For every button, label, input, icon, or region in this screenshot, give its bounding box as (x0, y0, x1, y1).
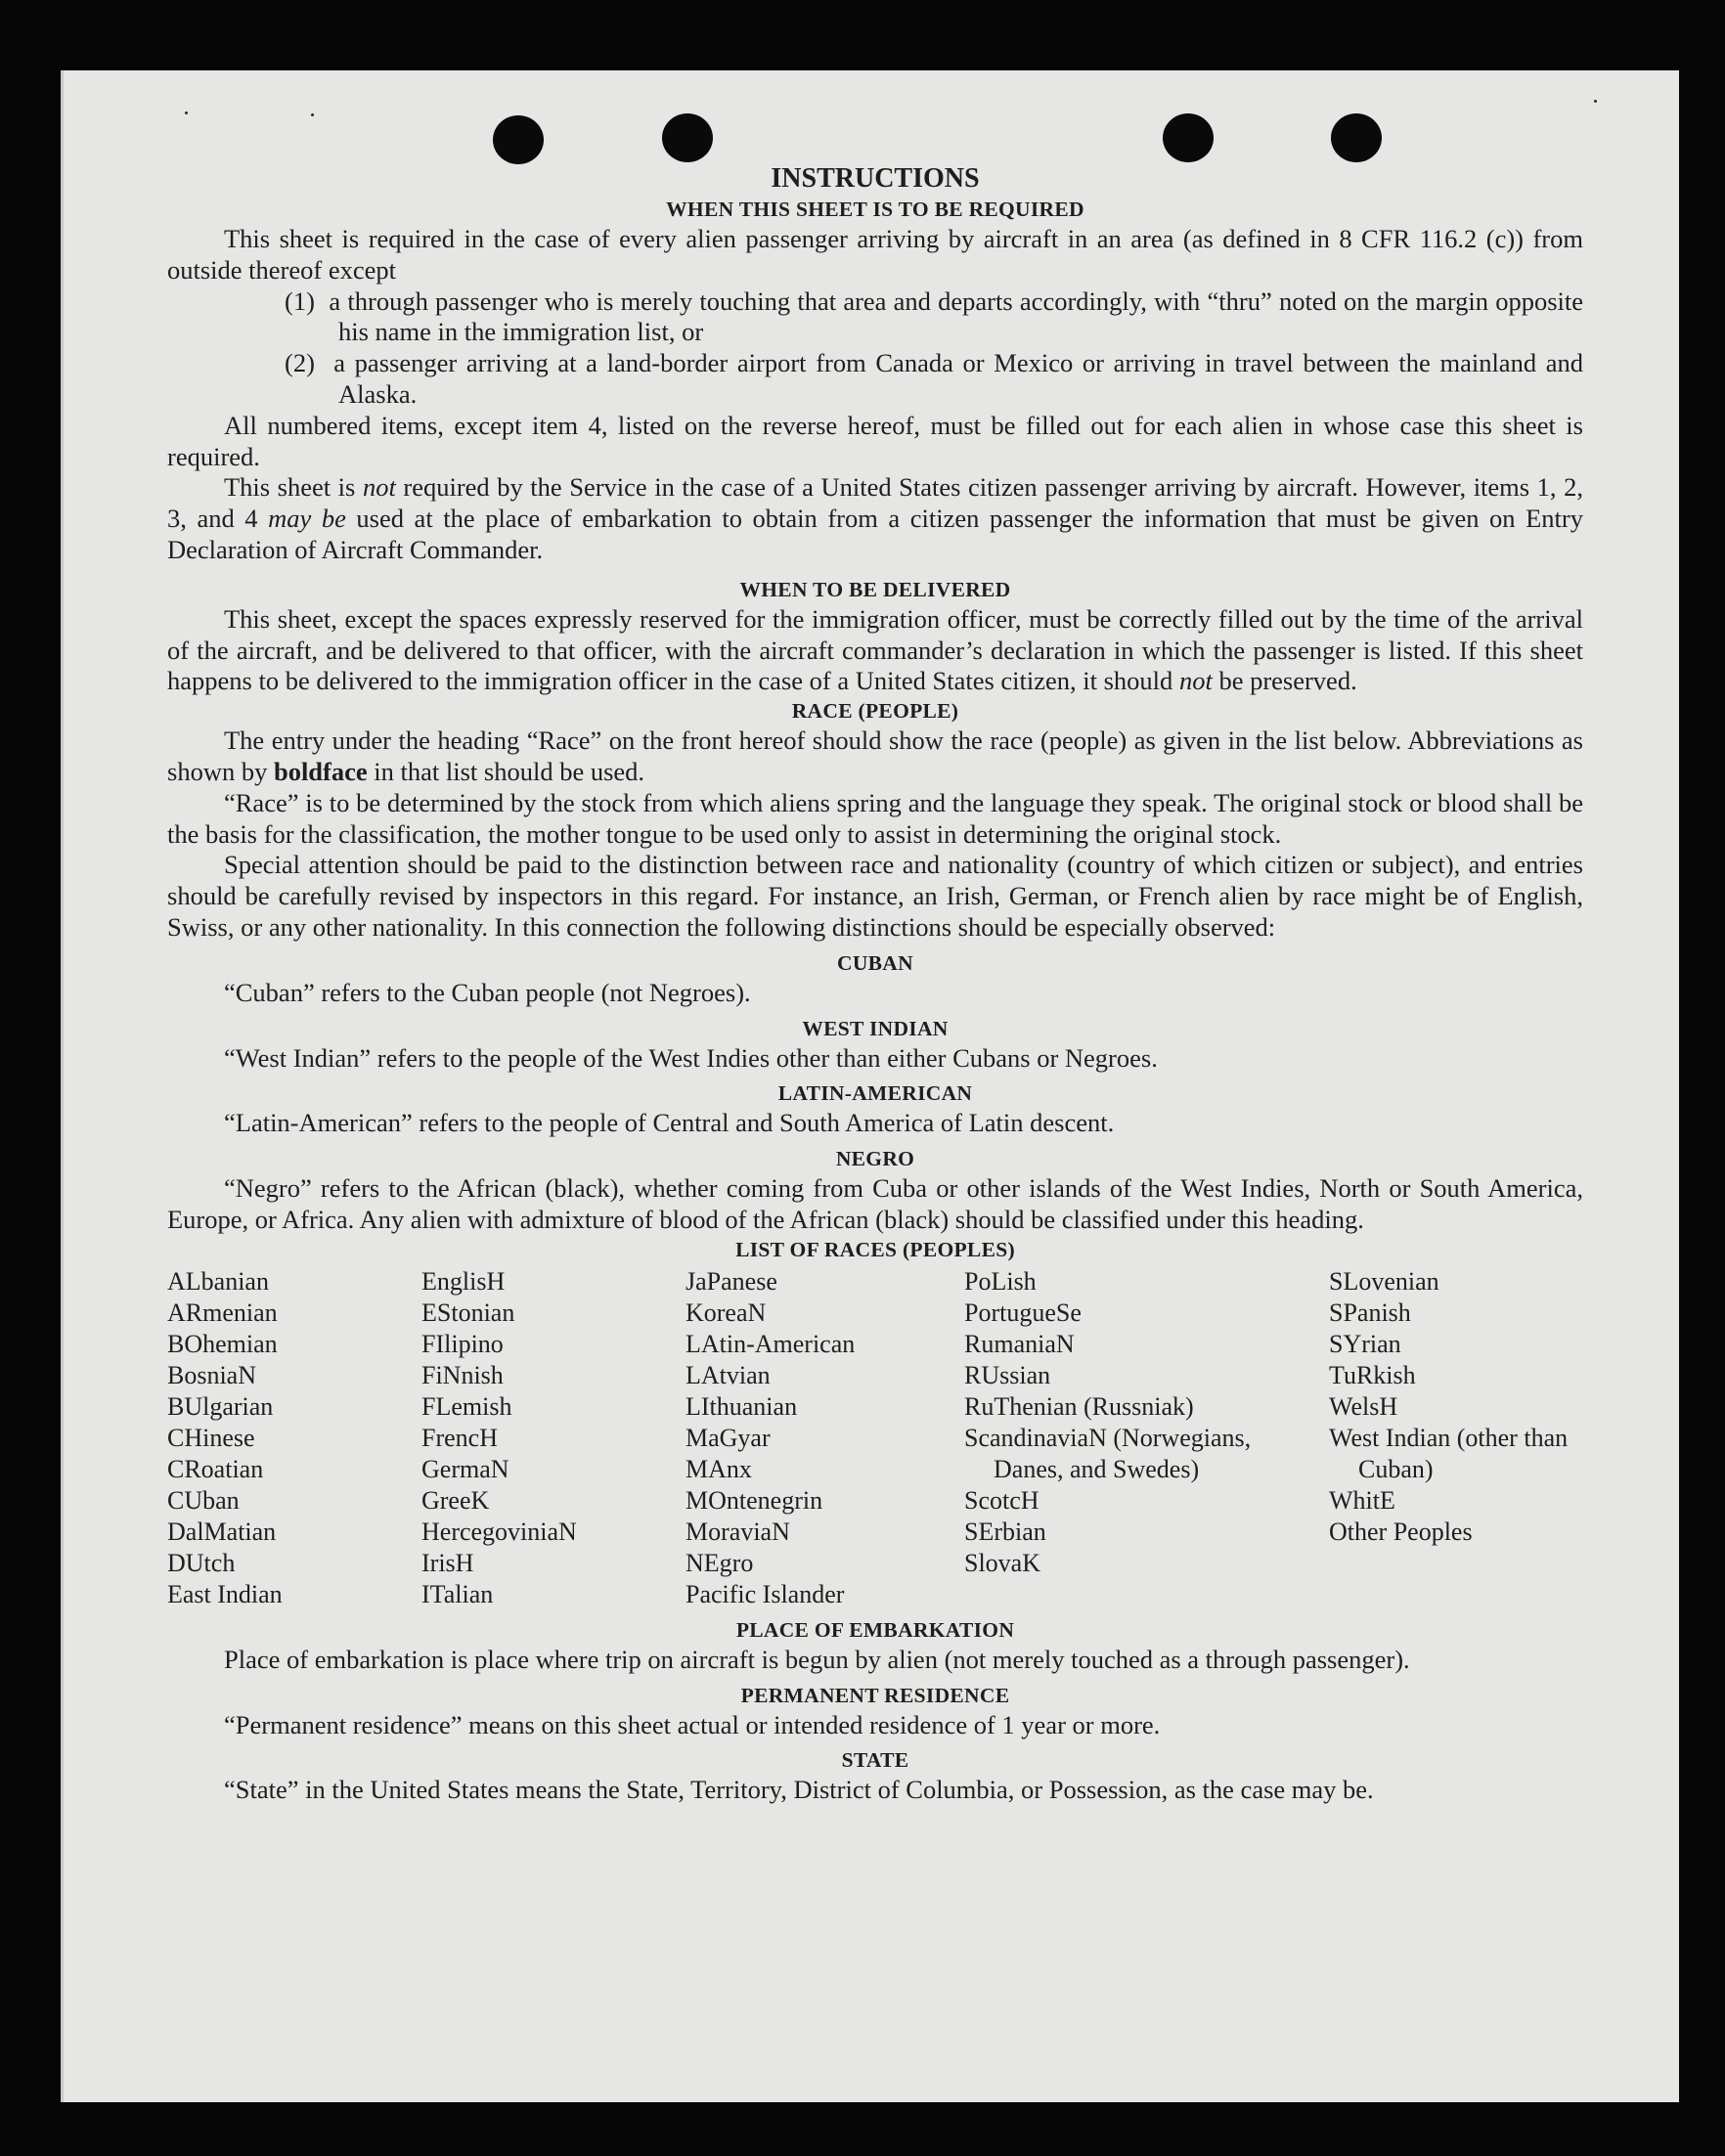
race-entry: TuRkish (1329, 1360, 1416, 1389)
negro-definition: “Negro” refers to the African (black), whether coming from Cuba or other islands of the West Indies, North or South America, Europe, or Africa. Any alien with admixture of blood of the African (black) should be classified under this heading. (167, 1173, 1583, 1234)
race-entry: EnglisH (421, 1266, 506, 1296)
race-entry: CHinese (167, 1423, 255, 1452)
race-entry: MoraviaN (686, 1517, 790, 1546)
section-heading-residence: PERMANENT RESIDENCE (740, 1683, 1010, 1707)
race-entry: DUtch (167, 1548, 236, 1577)
race-entry: RuThenian (Russniak) (964, 1391, 1194, 1421)
citizen-paragraph: This sheet is not required by the Service in the case of a United States citizen passenger arriving by aircraft. However, items 1, 2, 3, and 4 may be used at the place of embarkation to obtain from a citizen passenger the information that must be given on Entry Declaration of Aircraft Commander. (167, 472, 1583, 564)
race-entry: LIthuanian (686, 1391, 798, 1421)
race-column (686, 1266, 964, 1610)
race-entry: HercegoviniaN (421, 1517, 577, 1546)
race-paragraph-1: The entry under the heading “Race” on the front hereof should show the race (people) as given in the list below. Abbreviations as shown by boldface in that list should be used. (167, 726, 1583, 786)
race-entry: SlovaK (964, 1548, 1040, 1577)
west-indian-definition: “West Indian” refers to the people of the West Indies other than either Cubans or Negroes. (224, 1042, 1158, 1073)
race-entry: ITalian (421, 1579, 494, 1608)
race-entry: FLemish (421, 1391, 512, 1421)
speck (311, 113, 314, 116)
race-entry: NEgro (686, 1548, 754, 1577)
punch-hole (493, 115, 544, 164)
race-entry: LAtvian (686, 1360, 771, 1389)
section-heading-when-delivered: WHEN TO BE DELIVERED (739, 577, 1011, 601)
race-entry: SLovenian (1329, 1266, 1439, 1296)
race-entry: SPanish (1329, 1298, 1411, 1327)
section-heading-west-indian: WEST INDIAN (802, 1016, 949, 1040)
race-entry: GreeK (421, 1485, 490, 1515)
race-entry: IrisH (421, 1548, 474, 1577)
section-heading-list-of-races: LIST OF RACES (PEOPLES) (735, 1237, 1015, 1261)
race-entry: JaPanese (686, 1266, 777, 1296)
race-entry: FrencH (421, 1423, 498, 1452)
race-list (167, 1266, 1583, 1610)
race-entry: MAnx (686, 1454, 752, 1483)
race-entry: ScandinaviaN (Norwegians, Danes, and Swedes) (964, 1423, 1252, 1483)
section-heading-negro: NEGRO (835, 1147, 915, 1171)
section-heading-latin-american: LATIN-AMERICAN (777, 1081, 973, 1106)
race-entry: MOntenegrin (686, 1485, 823, 1515)
race-column (421, 1266, 686, 1610)
race-entry: FiNnish (421, 1360, 504, 1389)
race-paragraph-2: “Race” is to be determined by the stock from which aliens spring and the language they speak. The original stock or blood shall be the basis for the classification, the mother tongue to be used only to assist in determining the original stock. (167, 787, 1583, 849)
state-definition: “State” in the United States means the State, Territory, District of Columbia, or Possession, as the case may be. (224, 1775, 1374, 1805)
numbered-items-paragraph: All numbered items, except item 4, listed on the reverse hereof, must be filled out for each alien in whose case this sheet is required. (167, 410, 1583, 471)
race-entry: WelsH (1329, 1391, 1398, 1421)
race-entry: CRoatian (167, 1454, 264, 1483)
race-entry: ARmenian (167, 1298, 278, 1327)
race-entry: CUban (167, 1485, 240, 1515)
section-heading-state: STATE (841, 1748, 909, 1773)
race-entry: RUssian (964, 1360, 1051, 1389)
race-entry: EStonian (421, 1298, 515, 1327)
delivery-paragraph: This sheet, except the spaces expressly reserved for the immigration officer, must be correctly filled out by the time of the arrival of the aircraft, and be delivered to that officer, with the aircraft commander’s declaration in which the passenger is listed. If this sheet happens to be delivered to the immigration officer in the case of a United States citizen, it should not be preserved. (167, 603, 1583, 696)
race-entry: KoreaN (686, 1298, 767, 1327)
residence-definition: “Permanent residence” means on this sheet actual or intended residence of 1 year or more. (224, 1709, 1161, 1739)
exception-item-1: (1) a through passenger who is merely touching that area and departs accordingly, with “thru” noted on the margin opposite his name in the immigration list, or (285, 286, 1584, 347)
punch-hole (662, 113, 713, 162)
race-entry: FIlipino (421, 1329, 504, 1358)
section-heading-cuban: CUBAN (837, 950, 913, 975)
latin-american-definition: “Latin-American” refers to the people of Central and South America of Latin descent. (224, 1108, 1115, 1138)
intro-paragraph: This sheet is required in the case of every alien passenger arriving by aircraft in an area (as defined in 8 CFR 116.2 (c)) from outside thereof except (167, 224, 1583, 285)
embarkation-definition: Place of embarkation is place where trip on aircraft is begun by alien (not merely touched as a through passenger). (224, 1644, 1410, 1674)
race-entry: ALbanian (167, 1266, 269, 1296)
race-entry: Other Peoples (1329, 1517, 1473, 1546)
section-heading-when-required: WHEN THIS SHEET IS TO BE REQUIRED (666, 198, 1084, 221)
race-entry: PoLish (964, 1266, 1037, 1296)
race-entry: SYrian (1329, 1329, 1401, 1358)
race-entry: LAtin-American (686, 1329, 856, 1358)
instructions-content (167, 162, 1583, 1806)
race-entry: BosniaN (167, 1360, 256, 1389)
page-title: INSTRUCTIONS (771, 163, 980, 194)
race-entry: West Indian (other than Cuban) (1329, 1423, 1569, 1483)
race-entry: ScotcH (964, 1485, 1039, 1515)
race-paragraph-3: Special attention should be paid to the distinction between race and nationality (country of which citizen or subject), and entries should be carefully revised by inspectors in this regard. For instance, an Irish, German, or French alien by race might be of English, Swiss, or any other nationality. In this connection the following distinctions should be especially observed: (167, 850, 1583, 942)
race-entry: East Indian (167, 1579, 283, 1608)
race-entry: MaGyar (686, 1423, 771, 1452)
race-column (167, 1266, 421, 1610)
race-entry: DalMatian (167, 1517, 277, 1546)
race-entry: BUlgarian (167, 1391, 274, 1421)
punch-hole (1331, 113, 1382, 162)
document-sheet (61, 70, 1679, 2102)
speck (185, 111, 188, 114)
race-column (1329, 1266, 1583, 1610)
section-heading-race: RACE (PEOPLE) (791, 699, 959, 724)
exception-item-2: (2) a passenger arriving at a land-border airport from Canada or Mexico or arriving in travel between the mainland and Alaska. (285, 348, 1583, 409)
punch-hole (1163, 113, 1214, 162)
race-entry: SErbian (964, 1517, 1046, 1546)
race-entry: GermaN (421, 1454, 509, 1483)
speck (1594, 100, 1597, 103)
race-entry: PortugueSe (964, 1298, 1082, 1327)
race-entry: BOhemian (167, 1329, 278, 1358)
race-column (964, 1266, 1329, 1610)
race-entry: RumaniaN (964, 1329, 1075, 1358)
section-heading-embarkation: PLACE OF EMBARKATION (735, 1617, 1015, 1642)
cuban-definition: “Cuban” refers to the Cuban people (not Negroes). (224, 977, 751, 1007)
race-entry: Pacific Islander (686, 1579, 845, 1608)
race-entry: WhitE (1329, 1485, 1395, 1515)
